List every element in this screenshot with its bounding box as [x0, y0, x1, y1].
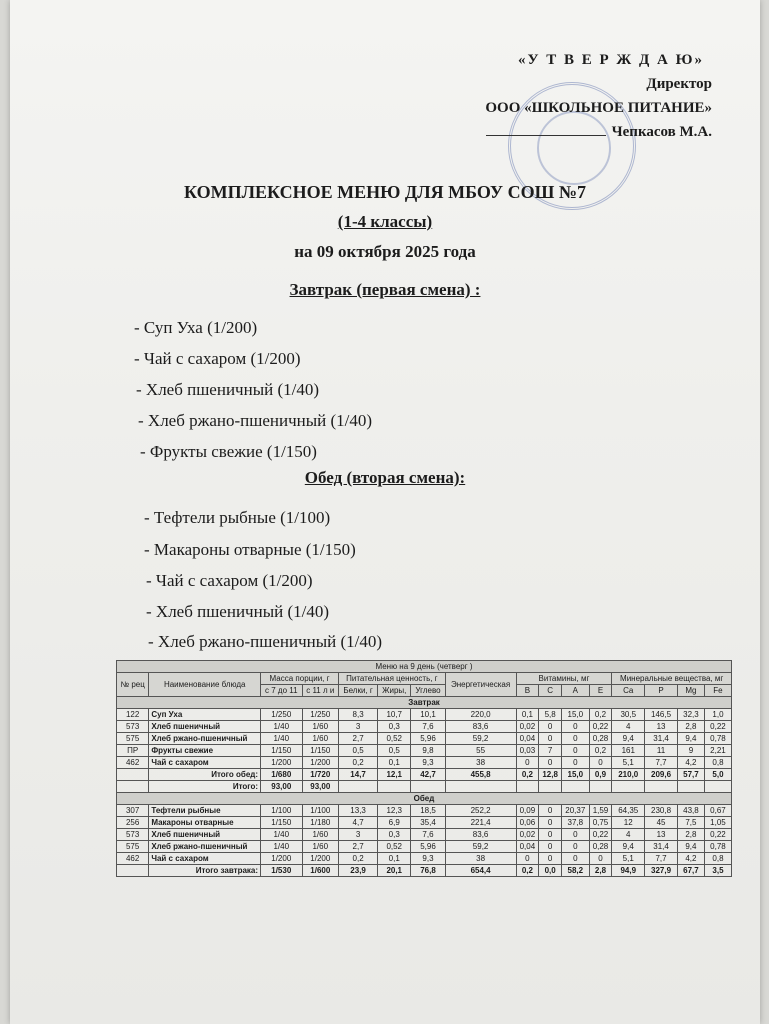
cell-total-p: 23,9 — [339, 865, 378, 877]
cell-f: 10,7 — [378, 709, 411, 721]
cell-ph: 31,4 — [645, 841, 678, 853]
cell-total-p: 14,7 — [339, 769, 378, 781]
table-section-row — [117, 697, 732, 709]
cell-ph: 146,5 — [645, 709, 678, 721]
cell-fe: 0,67 — [704, 805, 731, 817]
cell-ca: 4 — [612, 829, 645, 841]
cell-mass-11-plus: 1/200 — [302, 853, 339, 865]
cell-total-mg: 57,7 — [677, 769, 704, 781]
cell-ve: 0,22 — [589, 721, 612, 733]
section-title: Завтрак — [117, 697, 732, 709]
col-mg: Mg — [677, 685, 704, 697]
cell-total-c: 76,8 — [411, 865, 445, 877]
cell-total-vc: 12,8 — [539, 769, 562, 781]
cell-empty — [561, 781, 589, 793]
table-caption: Меню на 9 день (четверг ) — [117, 661, 732, 673]
breakfast-item: - Чай с сахаром (1/200) — [134, 349, 301, 368]
cell-ca: 5,1 — [612, 757, 645, 769]
breakfast-item: - Фрукты свежие (1/150) — [140, 442, 317, 461]
cell-ph: 45 — [645, 817, 678, 829]
cell-p: 2,7 — [339, 841, 378, 853]
cell-total-fe: 3,5 — [704, 865, 731, 877]
cell-total-ca: 210,0 — [612, 769, 645, 781]
table-total-row — [117, 865, 732, 877]
cell-empty — [612, 781, 645, 793]
lunch-item: - Хлеб ржано-пшеничный (1/40) — [148, 632, 383, 651]
cell-fe: 1,05 — [704, 817, 731, 829]
table-row — [117, 745, 732, 757]
cell-p: 8,3 — [339, 709, 378, 721]
cell-fe: 0,78 — [704, 733, 731, 745]
cell-dish-name: Хлеб ржано-пшеничный — [149, 733, 261, 745]
cell-e: 83,6 — [445, 721, 516, 733]
cell-fe: 0,8 — [704, 757, 731, 769]
cell-p: 3 — [339, 721, 378, 733]
cell-f: 12,3 — [378, 805, 411, 817]
cell-empty — [411, 781, 445, 793]
cell-fe: 2,21 — [704, 745, 731, 757]
cell-va: 37,8 — [561, 817, 589, 829]
cell-empty — [339, 781, 378, 793]
col-portion-mass: Масса порции, г — [261, 673, 339, 685]
cell-empty — [445, 781, 516, 793]
table-section-row — [117, 793, 732, 805]
cell-mg: 9,4 — [677, 733, 704, 745]
cell-total-e: 455,8 — [445, 769, 516, 781]
table-total-row — [117, 769, 732, 781]
cell-b: 0 — [516, 853, 539, 865]
cell-mass-11-plus: 1/100 — [302, 805, 339, 817]
approval-signature-line — [485, 120, 712, 144]
cell-total-label: Итого: — [149, 781, 261, 793]
nutrition-table — [116, 660, 732, 877]
cell-va: 0 — [561, 733, 589, 745]
cell-mass-7-11: 1/40 — [261, 829, 302, 841]
cell-ve: 0,2 — [589, 709, 612, 721]
cell-recipe-number: 573 — [117, 721, 149, 733]
cell-empty — [516, 781, 539, 793]
table-row — [117, 757, 732, 769]
cell-mass-7-11: 1/200 — [261, 757, 302, 769]
cell-vc: 0 — [539, 733, 562, 745]
cell-fe: 0,22 — [704, 721, 731, 733]
cell-total-ve: 0,9 — [589, 769, 612, 781]
cell-dish-name: Фрукты свежие — [149, 745, 261, 757]
cell-total-ph: 209,6 — [645, 769, 678, 781]
col-vit-c: C — [539, 685, 562, 697]
cell-ca: 30,5 — [612, 709, 645, 721]
cell-vc: 0 — [539, 829, 562, 841]
cell-mass-7-11: 1/100 — [261, 805, 302, 817]
cell-p: 13,3 — [339, 805, 378, 817]
col-mass-11-plus: с 11 л и — [302, 685, 339, 697]
cell-empty — [117, 865, 149, 877]
cell-b: 0,1 — [516, 709, 539, 721]
cell-e: 83,6 — [445, 829, 516, 841]
cell-vc: 0 — [539, 721, 562, 733]
cell-total-f: 12,1 — [378, 769, 411, 781]
cell-e: 252,2 — [445, 805, 516, 817]
cell-mg: 4,2 — [677, 757, 704, 769]
cell-total-ca: 94,9 — [612, 865, 645, 877]
col-energy: Энергетическая — [445, 673, 516, 697]
cell-p: 0,2 — [339, 853, 378, 865]
cell-mass-11-plus: 1/200 — [302, 757, 339, 769]
cell-total-mass-7-11: 93,00 — [261, 781, 302, 793]
cell-ph: 13 — [645, 721, 678, 733]
approval-position: Директор — [646, 76, 712, 92]
cell-c: 9,8 — [411, 745, 445, 757]
cell-total-mg: 67,7 — [677, 865, 704, 877]
lunch-heading: Обед (вторая смена): — [304, 468, 466, 487]
cell-mass-7-11: 1/40 — [261, 733, 302, 745]
col-dish-name: Наименование блюда — [149, 673, 261, 697]
cell-f: 0,52 — [378, 733, 411, 745]
cell-p: 0,5 — [339, 745, 378, 757]
approval-name: Чепкасов М.А. — [611, 124, 712, 140]
lunch-item: - Макароны отварные (1/150) — [144, 540, 356, 559]
cell-ve: 0,2 — [589, 745, 612, 757]
cell-c: 5,96 — [411, 841, 445, 853]
cell-c: 10,1 — [411, 709, 445, 721]
cell-ca: 161 — [612, 745, 645, 757]
cell-e: 221,4 — [445, 817, 516, 829]
cell-total-mass-11-plus: 93,00 — [302, 781, 339, 793]
cell-ca: 4 — [612, 721, 645, 733]
table-total-row — [117, 781, 732, 793]
lunch-item: - Тефтели рыбные (1/100) — [144, 508, 331, 527]
col-vit-b: B — [516, 685, 539, 697]
cell-mass-7-11: 1/150 — [261, 745, 302, 757]
cell-mg: 7,5 — [677, 817, 704, 829]
cell-va: 15,0 — [561, 709, 589, 721]
cell-dish-name: Тефтели рыбные — [149, 805, 261, 817]
cell-vc: 0 — [539, 817, 562, 829]
cell-mass-11-plus: 1/60 — [302, 733, 339, 745]
col-fe: Fe — [704, 685, 731, 697]
cell-vc: 0 — [539, 757, 562, 769]
cell-total-b: 0,2 — [516, 769, 539, 781]
cell-f: 0,3 — [378, 829, 411, 841]
cell-c: 18,5 — [411, 805, 445, 817]
cell-dish-name: Суп Уха — [149, 709, 261, 721]
cell-vc: 0 — [539, 853, 562, 865]
cell-c: 9,3 — [411, 853, 445, 865]
cell-recipe-number: 575 — [117, 733, 149, 745]
cell-mg: 43,8 — [677, 805, 704, 817]
cell-recipe-number: 256 — [117, 817, 149, 829]
cell-ve: 0,28 — [589, 733, 612, 745]
cell-mg: 32,3 — [677, 709, 704, 721]
cell-total-f: 20,1 — [378, 865, 411, 877]
col-carbs: Углево — [411, 685, 445, 697]
table-row — [117, 829, 732, 841]
cell-ca: 9,4 — [612, 733, 645, 745]
cell-ph: 31,4 — [645, 733, 678, 745]
table-row — [117, 709, 732, 721]
cell-recipe-number: 573 — [117, 829, 149, 841]
cell-mass-7-11: 1/40 — [261, 841, 302, 853]
cell-b: 0,04 — [516, 733, 539, 745]
cell-dish-name: Макароны отварные — [149, 817, 261, 829]
cell-fe: 0,8 — [704, 853, 731, 865]
col-recipe-number: № рец — [117, 673, 149, 697]
cell-mass-11-plus: 1/250 — [302, 709, 339, 721]
cell-e: 55 — [445, 745, 516, 757]
cell-mg: 2,8 — [677, 829, 704, 841]
cell-total-mass-11-plus: 1/600 — [302, 865, 339, 877]
cell-b: 0,09 — [516, 805, 539, 817]
cell-total-mass-7-11: 1/680 — [261, 769, 302, 781]
cell-dish-name: Хлеб пшеничный — [149, 721, 261, 733]
cell-mass-7-11: 1/200 — [261, 853, 302, 865]
col-fat: Жиры, — [378, 685, 411, 697]
col-protein: Белки, г — [339, 685, 378, 697]
table-row — [117, 841, 732, 853]
cell-ph: 7,7 — [645, 853, 678, 865]
cell-c: 35,4 — [411, 817, 445, 829]
cell-va: 0 — [561, 829, 589, 841]
cell-e: 38 — [445, 757, 516, 769]
cell-f: 0,5 — [378, 745, 411, 757]
table-row — [117, 817, 732, 829]
cell-f: 0,1 — [378, 853, 411, 865]
cell-b: 0 — [516, 757, 539, 769]
col-vit-a: A — [561, 685, 589, 697]
cell-total-va: 15,0 — [561, 769, 589, 781]
cell-total-c: 42,7 — [411, 769, 445, 781]
cell-mg: 9 — [677, 745, 704, 757]
cell-ca: 12 — [612, 817, 645, 829]
col-vit-e: E — [589, 685, 612, 697]
cell-total-ph: 327,9 — [645, 865, 678, 877]
cell-mass-7-11: 1/250 — [261, 709, 302, 721]
cell-recipe-number: 462 — [117, 853, 149, 865]
lunch-item: - Чай с сахаром (1/200) — [146, 571, 313, 590]
cell-empty — [378, 781, 411, 793]
breakfast-item: - Суп Уха (1/200) — [134, 318, 258, 337]
lunch-item: - Хлеб пшеничный (1/40) — [146, 602, 330, 621]
cell-fe: 0,78 — [704, 841, 731, 853]
cell-b: 0,02 — [516, 721, 539, 733]
cell-ph: 11 — [645, 745, 678, 757]
cell-e: 220,0 — [445, 709, 516, 721]
approval-title: «У Т В Е Р Ж Д А Ю» — [517, 52, 704, 68]
cell-vc: 0 — [539, 805, 562, 817]
cell-ca: 9,4 — [612, 841, 645, 853]
cell-mass-7-11: 1/40 — [261, 721, 302, 733]
signature-underline — [486, 135, 606, 136]
cell-total-fe: 5,0 — [704, 769, 731, 781]
col-ca: Ca — [612, 685, 645, 697]
cell-mass-7-11: 1/150 — [261, 817, 302, 829]
table-row — [117, 853, 732, 865]
cell-b: 0,06 — [516, 817, 539, 829]
cell-f: 0,52 — [378, 841, 411, 853]
cell-mg: 9,4 — [677, 841, 704, 853]
cell-ph: 13 — [645, 829, 678, 841]
cell-total-vc: 0,0 — [539, 865, 562, 877]
cell-mass-11-plus: 1/60 — [302, 829, 339, 841]
cell-dish-name: Хлеб пшеничный — [149, 829, 261, 841]
cell-total-ve: 2,8 — [589, 865, 612, 877]
cell-dish-name: Чай с сахаром — [149, 853, 261, 865]
cell-c: 7,6 — [411, 721, 445, 733]
col-minerals: Минеральные вещества, мг — [612, 673, 732, 685]
cell-empty — [677, 781, 704, 793]
cell-recipe-number: 122 — [117, 709, 149, 721]
cell-dish-name: Хлеб ржано-пшеничный — [149, 841, 261, 853]
cell-ve: 0 — [589, 757, 612, 769]
cell-vc: 5,8 — [539, 709, 562, 721]
cell-mass-11-plus: 1/60 — [302, 721, 339, 733]
menu-title: КОМПЛЕКСНОЕ МЕНЮ ДЛЯ МБОУ СОШ №7 — [183, 182, 586, 202]
cell-empty — [589, 781, 612, 793]
approval-organization: ООО «ШКОЛЬНОЕ ПИТАНИЕ» — [485, 100, 712, 116]
table-row — [117, 805, 732, 817]
table-row — [117, 721, 732, 733]
cell-ve: 0,28 — [589, 841, 612, 853]
cell-e: 59,2 — [445, 733, 516, 745]
cell-ve: 0,22 — [589, 829, 612, 841]
cell-empty — [117, 769, 149, 781]
cell-va: 0 — [561, 757, 589, 769]
cell-recipe-number: ПР — [117, 745, 149, 757]
cell-fe: 0,22 — [704, 829, 731, 841]
cell-total-mass-11-plus: 1/720 — [302, 769, 339, 781]
cell-ca: 5,1 — [612, 853, 645, 865]
cell-recipe-number: 462 — [117, 757, 149, 769]
approval-block — [485, 48, 712, 144]
cell-va: 0 — [561, 745, 589, 757]
cell-va: 0 — [561, 841, 589, 853]
cell-recipe-number: 307 — [117, 805, 149, 817]
cell-va: 0 — [561, 853, 589, 865]
cell-mg: 4,2 — [677, 853, 704, 865]
cell-fe: 1,0 — [704, 709, 731, 721]
cell-total-e: 654,4 — [445, 865, 516, 877]
cell-c: 9,3 — [411, 757, 445, 769]
cell-total-label: Итого завтрака: — [149, 865, 261, 877]
document-page — [10, 0, 760, 1024]
breakfast-item: - Хлеб ржано-пшеничный (1/40) — [138, 411, 373, 430]
cell-p: 3 — [339, 829, 378, 841]
cell-b: 0,02 — [516, 829, 539, 841]
nutrition-table-container — [116, 660, 732, 877]
classes-subtitle: (1-4 классы) — [337, 212, 433, 231]
col-nutrition-value: Питательная ценность, г — [339, 673, 446, 685]
cell-c: 7,6 — [411, 829, 445, 841]
cell-f: 0,1 — [378, 757, 411, 769]
cell-empty — [117, 781, 149, 793]
cell-empty — [539, 781, 562, 793]
section-title: Обед — [117, 793, 732, 805]
table-row — [117, 733, 732, 745]
cell-total-label: Итого обед: — [149, 769, 261, 781]
breakfast-item: - Хлеб пшеничный (1/40) — [136, 380, 320, 399]
cell-ve: 0 — [589, 853, 612, 865]
col-p: P — [645, 685, 678, 697]
cell-recipe-number: 575 — [117, 841, 149, 853]
cell-empty — [645, 781, 678, 793]
cell-total-va: 58,2 — [561, 865, 589, 877]
breakfast-heading: Завтрак (первая смена) : — [289, 280, 481, 299]
menu-date: на 09 октября 2025 года — [294, 242, 476, 261]
cell-va: 20,37 — [561, 805, 589, 817]
cell-p: 0,2 — [339, 757, 378, 769]
cell-total-mass-7-11: 1/530 — [261, 865, 302, 877]
cell-mg: 2,8 — [677, 721, 704, 733]
cell-ve: 1,59 — [589, 805, 612, 817]
cell-e: 38 — [445, 853, 516, 865]
cell-ph: 230,8 — [645, 805, 678, 817]
cell-vc: 0 — [539, 841, 562, 853]
cell-p: 4,7 — [339, 817, 378, 829]
cell-mass-11-plus: 1/60 — [302, 841, 339, 853]
cell-b: 0,04 — [516, 841, 539, 853]
cell-ca: 64,35 — [612, 805, 645, 817]
col-mass-7-11: с 7 до 11 — [261, 685, 302, 697]
cell-va: 0 — [561, 721, 589, 733]
cell-c: 5,96 — [411, 733, 445, 745]
cell-f: 0,3 — [378, 721, 411, 733]
cell-empty — [704, 781, 731, 793]
cell-f: 6,9 — [378, 817, 411, 829]
cell-total-b: 0,2 — [516, 865, 539, 877]
cell-ph: 7,7 — [645, 757, 678, 769]
cell-ve: 0,75 — [589, 817, 612, 829]
cell-p: 2,7 — [339, 733, 378, 745]
cell-dish-name: Чай с сахаром — [149, 757, 261, 769]
cell-mass-11-plus: 1/150 — [302, 745, 339, 757]
cell-e: 59,2 — [445, 841, 516, 853]
col-vitamins: Витамины, мг — [516, 673, 612, 685]
cell-mass-11-plus: 1/180 — [302, 817, 339, 829]
cell-vc: 7 — [539, 745, 562, 757]
cell-b: 0,03 — [516, 745, 539, 757]
